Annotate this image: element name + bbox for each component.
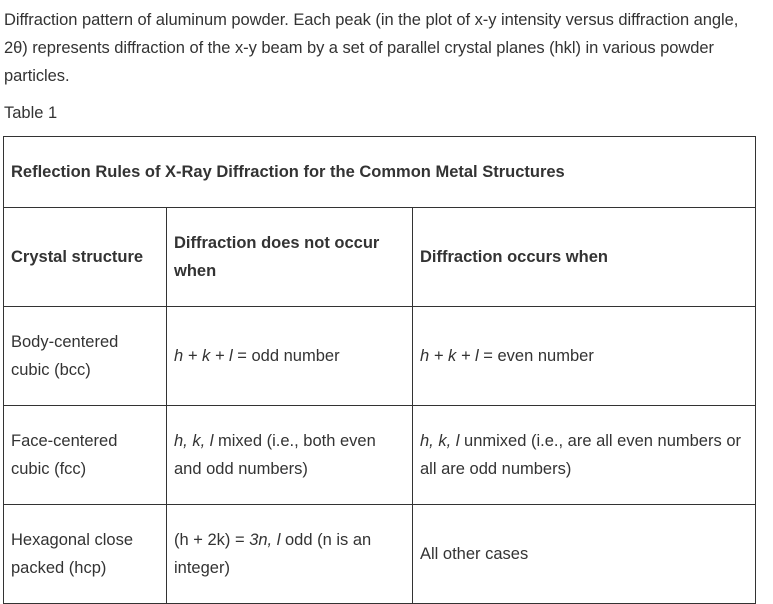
hkl-expression: h + k + l — [420, 347, 479, 365]
condition-text: = even number — [478, 347, 594, 365]
header-crystal-structure: Crystal structure — [4, 208, 167, 307]
cell-occurs-hcp: All other cases — [413, 505, 756, 604]
cell-not-occur-hcp — [167, 505, 413, 604]
hkl-expression: h + k + l — [174, 347, 233, 365]
table-row-hcp — [4, 505, 756, 604]
cell-occurs-bcc — [413, 307, 756, 406]
cell-not-occur-fcc — [167, 406, 413, 505]
condition-prefix: (h + 2k) = — [174, 531, 250, 549]
cell-structure-fcc: Face-centered cubic (fcc) — [4, 406, 167, 505]
table-header-row — [4, 208, 756, 307]
header-diffraction-occurs: Diffraction occurs when — [413, 208, 756, 307]
cell-occurs-fcc — [413, 406, 756, 505]
table-row-fcc — [4, 406, 756, 505]
hkl-expression: h, k, l — [420, 432, 460, 450]
table-row-bcc — [4, 307, 756, 406]
cell-structure-bcc: Body-centered cubic (bcc) — [4, 307, 167, 406]
cell-not-occur-bcc — [167, 307, 413, 406]
header-diffraction-not-occur: Diffraction does not occur when — [167, 208, 413, 307]
condition-text: unmixed (i.e., are all even numbers or all are odd numbers) — [420, 432, 741, 478]
condition-text: odd (n is an integer) — [174, 531, 372, 577]
condition-text: mixed (i.e., both even and odd numbers) — [174, 432, 376, 478]
table-caption: Reflection Rules of X-Ray Diffraction for the Common Metal Structures — [4, 137, 756, 208]
hcp-expression: 3n, l — [249, 531, 281, 549]
table-label: Table 1 — [4, 104, 58, 122]
condition-text: = odd number — [232, 347, 340, 365]
reflection-rules-table — [3, 136, 756, 604]
hkl-expression: h, k, l — [174, 432, 214, 450]
table-caption-row — [4, 137, 756, 208]
cell-structure-hcp: Hexagonal close packed (hcp) — [4, 505, 167, 604]
intro-paragraph: Diffraction pattern of aluminum powder. Each peak (in the plot of x-y intensity versus diffraction angle, 2θ) represents diffraction of the x-y beam by a set of parallel crystal planes (hkl) in various powder particles. — [4, 11, 739, 85]
